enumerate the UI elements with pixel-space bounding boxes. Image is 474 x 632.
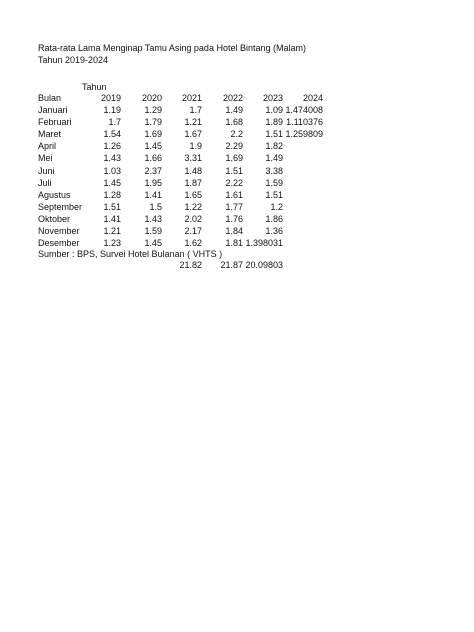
month-label: April: [38, 141, 57, 152]
total-cell: 20.09803: [245, 260, 283, 270]
month-label: Juni: [38, 165, 55, 176]
table-cell: 1.7: [108, 117, 121, 128]
table-cell: 1.54: [103, 129, 121, 140]
table-cell: 1.67: [184, 129, 202, 140]
table-cell: 1.89: [265, 117, 283, 128]
total-cell: 21.87: [220, 260, 243, 270]
table-cell: 1.41: [144, 189, 162, 200]
table-cell: 1.65: [184, 189, 202, 200]
sheet-title: Rata-rata Lama Menginap Tamu Asing pada Hotel Bintang (Malam): [38, 43, 306, 53]
table-cell: 1.45: [144, 238, 162, 249]
table-cell: 1.45: [103, 177, 121, 188]
table-cell: 1.41: [103, 213, 121, 224]
table-cell: 1.68: [225, 117, 243, 128]
table-cell: 1.59: [144, 226, 162, 236]
table-cell: 2.2: [230, 129, 243, 140]
table-cell: 1.28: [103, 189, 121, 200]
table-cell: 1.69: [144, 129, 162, 140]
table-cell: 2.02: [184, 213, 202, 224]
table-cell: 1.66: [144, 153, 162, 164]
table-cell: 1.19: [103, 105, 121, 115]
table-cell: 1.84: [225, 226, 243, 236]
table-cell: 1.26: [103, 141, 121, 152]
table-cell: 2.22: [225, 177, 243, 188]
table-cell: 2.29: [225, 141, 243, 152]
table-cell: 1.110376: [286, 117, 323, 128]
table-cell: 1.9: [189, 141, 202, 152]
table-cell: 1.51: [225, 165, 243, 176]
month-label: Desember: [38, 238, 80, 249]
table-cell: 1.61: [225, 189, 243, 200]
table-cell: 1.59: [265, 177, 283, 188]
table-cell: 1.23: [103, 238, 121, 249]
table-cell: 1.398031: [245, 238, 283, 249]
table-cell: 1.49: [225, 105, 243, 115]
table-cell: 1.69: [225, 153, 243, 164]
table-cell: 1.21: [184, 117, 202, 128]
table-cell: 1.259809: [285, 129, 323, 140]
month-label: Januari: [38, 105, 68, 115]
month-label: Mei: [38, 153, 53, 164]
table-cell: 1.62: [184, 238, 202, 249]
total-cell: 21.82: [179, 260, 202, 270]
table-cell: 1.22: [184, 201, 202, 212]
sheet-subtitle: Tahun 2019-2024: [38, 55, 109, 65]
table-cell: 1.82: [265, 141, 283, 152]
header-bulan: Bulan: [38, 93, 62, 103]
table-cell: 1.21: [103, 226, 121, 236]
table-cell: 1.7: [189, 105, 202, 115]
table-cell: 1.48: [184, 165, 202, 176]
table-cell: 1.95: [144, 177, 162, 188]
month-label: Juli: [38, 177, 52, 188]
table-cell: 1.43: [144, 213, 162, 224]
table-cell: 1.43: [103, 153, 121, 164]
header-year: 2024: [302, 93, 323, 103]
table-cell: 1.09: [265, 105, 283, 115]
header-year: 2022: [222, 93, 243, 103]
table-cell: 2.17: [184, 226, 202, 236]
table-cell: 1.86: [265, 213, 283, 224]
month-label: Maret: [38, 129, 62, 140]
table-cell: 1.51: [103, 201, 121, 212]
table-cell: 1.36: [265, 226, 283, 236]
table-cell: 1.29: [144, 105, 162, 115]
table-cell: 2.37: [144, 165, 162, 176]
table-cell: 3.31: [184, 153, 202, 164]
header-tahun: Tahun: [82, 82, 107, 92]
header-year: 2023: [262, 93, 283, 103]
table-cell: 1.45: [144, 141, 162, 152]
month-label: Oktober: [38, 213, 71, 224]
table-cell: 1.5: [149, 201, 162, 212]
month-label: November: [38, 226, 80, 236]
month-label: September: [38, 201, 83, 212]
table-cell: 3.38: [265, 165, 283, 176]
table-cell: 1.474008: [285, 105, 323, 115]
table-cell: 1.77: [225, 201, 243, 212]
header-year: 2021: [181, 93, 202, 103]
table-cell: 1.87: [184, 177, 202, 188]
header-year: 2019: [100, 93, 121, 103]
table-cell: 1.49: [265, 153, 283, 164]
table-cell: 1.03: [103, 165, 121, 176]
source-note: Sumber : BPS, Survei Hotel Bulanan ( VHTS ): [38, 249, 223, 259]
header-year: 2020: [141, 93, 162, 103]
table-cell: 1.81: [225, 238, 243, 249]
month-label: Februari: [38, 117, 72, 128]
table-cell: 1.2: [270, 201, 283, 212]
table-cell: 1.51: [265, 129, 283, 140]
table-cell: 1.76: [225, 213, 243, 224]
table-cell: 1.51: [265, 189, 283, 200]
month-label: Agustus: [38, 189, 71, 200]
table-cell: 1.79: [144, 117, 162, 128]
